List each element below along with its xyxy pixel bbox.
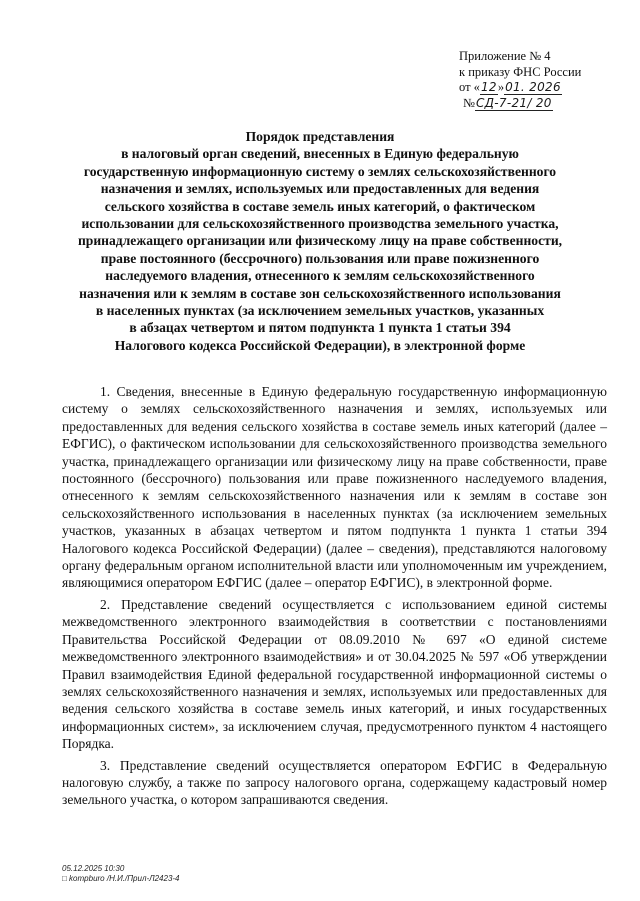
date-month-year: 01. 2026 <box>505 80 561 94</box>
title-line: в налоговый орган сведений, внесенных в Единую федеральную <box>121 146 519 162</box>
paragraph-3: 3. Представление сведений осуществляется оператором ЕФГИС в Федеральную налоговую службу, а также по запросу налогового органа, содержащему кадастровый номер земельного участка, о котором запрашиваются сведения. <box>62 757 607 808</box>
appendix-label: Приложение № 4 <box>459 49 551 63</box>
document-body <box>62 383 607 813</box>
title-line: праве постоянного (бессрочного) пользования или праве пожизненного <box>100 250 540 266</box>
number-value: СД-7-21/ 20 <box>475 95 552 110</box>
number-prefix: № <box>463 95 475 110</box>
document-title <box>40 128 600 354</box>
date-mid: » <box>497 80 505 94</box>
footer-timestamp: 05.12.2025 10:30 <box>62 864 125 873</box>
appendix-order-ref: к приказу ФНС России <box>459 64 582 79</box>
paragraph-1: 1. Сведения, внесенные в Единую федеральную государственную информационную систему о землях сельскохозяйственного назначения и землях, используемых или предоставленных для ведения сельского хозяйства в составе земель иных категорий (далее – ЕФГИС), о фактическом использовании для сельскохозяйственного производства земельного участка, принадлежащего организации или физическому лицу на праве собственности, праве постоянного (бессрочного) пользования или праве пожизненного наследуемого владения, отнесенного к землям сельскохозяйственного назначения или к землям в составе зон сельскохозяйственного использования в населенных пунктах (за исключением земельных участков, указанных в абзацах четвертом и пятом подпункта 1 пункта 1 статьи 394 Налогового кодекса Российской Федерации) (далее – сведения), представляются налоговому органу федеральным органом исполнительной власти или уполномоченным им учреждением, являющимися оператором ЕФГИС (далее – оператор ЕФГИС), в электронной форме. <box>62 384 607 591</box>
date-prefix: от « <box>459 80 480 94</box>
title-line: сельского хозяйства в составе земель иных категорий, о фактическом <box>104 198 536 214</box>
title-line: принадлежащего организации или физическому лицу на праве собственности, <box>77 233 563 249</box>
title-line: в абзацах четвертом и пятом подпункта 1 пункта 1 статьи 394 <box>129 320 511 336</box>
title-line: использовании для сельскохозяйственного производства земельного участка, <box>81 216 559 232</box>
title-line: наследуемого владения, отнесенного к землям сельскохозяйственного <box>105 268 535 284</box>
title-line: государственную информационную систему о землях сельскохозяйственного <box>83 163 557 179</box>
title-line: назначения и землях, используемых или предоставленных для ведения <box>100 181 540 197</box>
paragraph-2: 2. Представление сведений осуществляется с использованием единой системы межведомственного электронного взаимодействия в соответствии с постановлениями Правительства Российской Федерации от 08.09.2010 № 697 «О единой системе межведомственного электронного взаимодействия» и от 30.04.2025 № 597 «Об утверждении Правил взаимодействия Единой федеральной государственной информационной системы о землях сельскохозяйственного назначения и землях, используемых или предоставленных для ведения сельского хозяйства в составе земель иных категорий, и иных государственных информационных систем», за исключением случая, предусмотренного пунктом 4 настоящего Порядка. <box>62 596 607 752</box>
footer-file-ref: □ kompburo /Н.И./Прил-Л2423-4 <box>62 874 180 883</box>
appendix-number <box>459 96 629 112</box>
title-line: Налогового кодекса Российской Федерации), в электронной форме <box>114 337 526 353</box>
date-day: 12 <box>480 80 497 94</box>
title-line: назначения или к землям в составе зон сельскохозяйственного использования <box>79 285 561 301</box>
appendix-date <box>459 80 629 96</box>
appendix-header <box>459 49 629 111</box>
title-line: Порядок представления <box>245 129 395 144</box>
title-line: в населенных пунктах (за исключением земельных участков, указанных <box>95 303 545 319</box>
print-footer <box>62 864 180 884</box>
